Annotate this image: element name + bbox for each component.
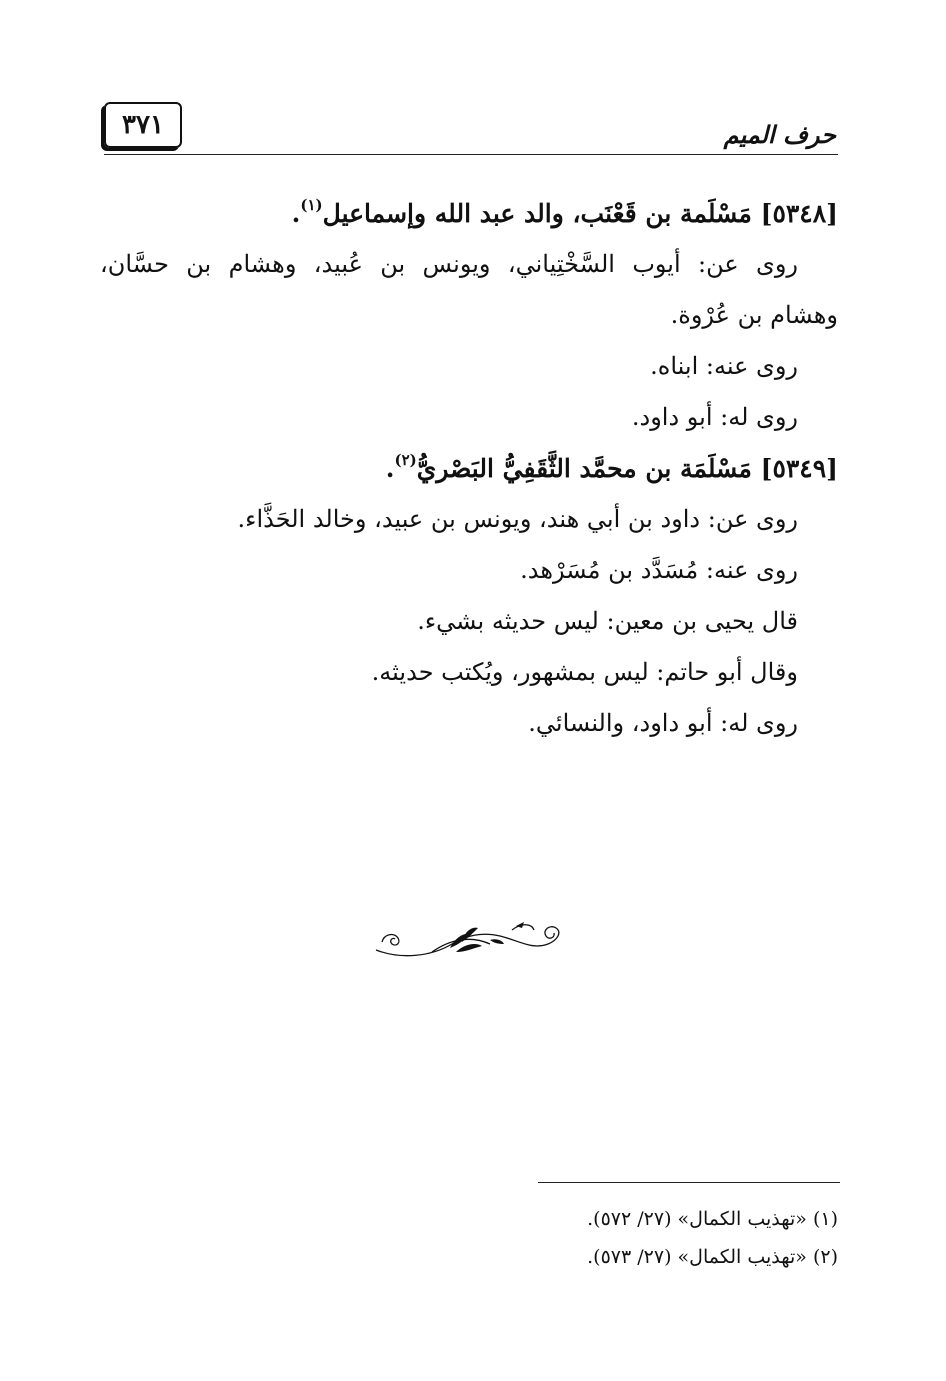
entry-line: روى عن: داود بن أبي هند، ويونس بن عبيد، وخالد الحَذَّاء. — [237, 505, 798, 533]
footnote-ref: (١) — [300, 196, 323, 214]
entry-line: قال يحيى بن معين: ليس حديثه بشيء. — [417, 607, 798, 635]
main-text — [100, 188, 838, 749]
ornament-divider — [372, 916, 568, 966]
footnote-rule — [538, 1182, 840, 1183]
header-rule — [104, 154, 838, 155]
entry-line: روى عنه: مُسَدَّد بن مُسَرْهد. — [520, 556, 798, 584]
entry-period: . — [291, 199, 301, 228]
entry-line: روى له: أبو داود، والنسائي. — [528, 709, 798, 737]
entry-name: مَسْلَمة بن قَعْنَب، والد عبد الله وإسماعيل — [322, 199, 752, 228]
footnote: (٢) «تهذيب الكمال» (٢٧/ ٥٧٣). — [587, 1246, 838, 1268]
entry-number: [٥٣٤٨] — [760, 199, 838, 228]
footnotes — [587, 1200, 838, 1276]
entry-line: وهشام بن عُرْوة. — [670, 301, 838, 329]
entry-number: [٥٣٤٩] — [760, 454, 838, 483]
entry-line: روى عن: أيوب السَّخْتِياني، ويونس بن عُبيد، وهشام بن حسَّان، — [100, 250, 799, 278]
page-number — [104, 102, 182, 148]
running-head: حرف الميم — [723, 120, 836, 149]
entry-name: مَسْلَمَة بن محمَّد الثَّقَفِيُّ البَصْريُّ — [416, 454, 752, 483]
entry-period: . — [385, 454, 395, 483]
entry-title — [100, 188, 838, 239]
entry-title — [100, 443, 838, 494]
footnote: (١) «تهذيب الكمال» (٢٧/ ٥٧٢). — [587, 1208, 838, 1230]
page-number-text: ٣٧١ — [122, 110, 164, 140]
entry-line: روى له: أبو داود. — [631, 403, 798, 431]
entry-line: وقال أبو حاتم: ليس بمشهور، ويُكتب حديثه. — [371, 658, 798, 686]
footnote-ref: (٢) — [394, 451, 417, 469]
entry-line: روى عنه: ابناه. — [650, 352, 798, 380]
